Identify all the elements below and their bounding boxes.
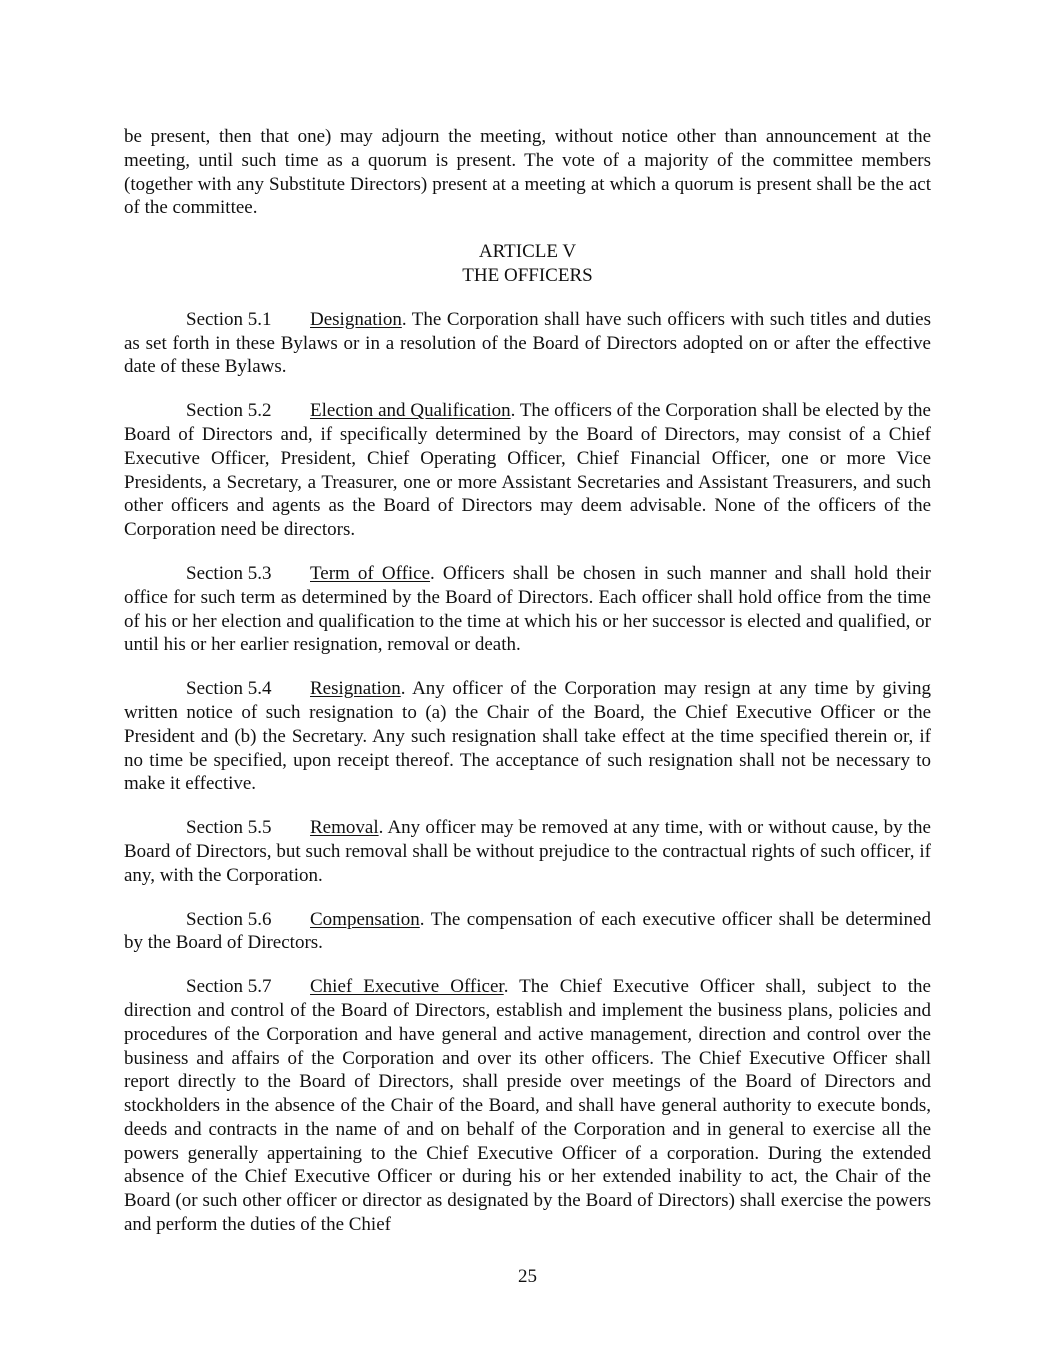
spacer xyxy=(124,657,931,677)
section-text: . The compensation of each executive officer shall be determined by the Board of Directors. xyxy=(124,908,931,954)
spacer xyxy=(124,220,931,240)
document-page xyxy=(124,125,931,1237)
section-text: . Officers shall be chosen in such manner and shall hold their office for such term as determined by the Board of Directors. Each officer shall hold office from the time of his or her election and qualification to the time at which his or her successor is elected and qualified, or until his or her earlier resignation, removal or death. xyxy=(124,562,931,656)
section-5-7 xyxy=(124,975,931,1237)
spacer xyxy=(124,955,931,975)
section-number: Section 5.1 xyxy=(186,308,272,330)
section-caption: Compensation xyxy=(310,908,420,930)
intro-paragraph: be present, then that one) may adjourn the meeting, without notice other than announcement at the meeting, until such time as a quorum is present. The vote of a majority of the committee members (together with any Substitute Directors) present at a meeting at which a quorum is present shall be the act of the committee. xyxy=(124,126,931,219)
section-text: . The Chief Executive Officer shall, subject to the direction and control of the Board of Directors, establish and implement the business plans, policies and procedures of the Corporation and have general and active management, direction and control over the business and affairs of the Corporation and over its other officers. The Chief Executive Officer shall report directly to the Board of Directors, shall preside over meetings of the Board of Directors and stockholders in the absence of the Chair of the Board, and shall have general authority to execute bonds, deeds and contracts in the name of and on behalf of the Corporation and in general to exercise all the powers generally appertaining to the Chief Executive Officer of a corporation. During the extended absence of the Chief Executive Officer or during his or her extended inability to act, the Chair of the Board (or such other officer or director as designated by the Board of Directors) shall exercise the powers and perform the duties of the Chief xyxy=(124,976,931,1236)
section-text: . Any officer of the Corporation may resign at any time by giving written notice of such resignation to (a) the Chair of the Board, the Chief Executive Officer or the President and (b) the Secretary. Any such resignation shall take effect at the time specified therein or, if no time be specified, upon receipt thereof. The acceptance of such resignation shall not be necessary to make it effective. xyxy=(124,678,931,795)
section-text: . The Corporation shall have such officers with such titles and duties as set forth in these Bylaws or in a resolution of the Board of Directors adopted on or after the effective date of these Bylaws. xyxy=(124,308,931,378)
section-caption: Removal xyxy=(310,817,379,839)
section-text: . Any officer may be removed at any time, with or without cause, by the Board of Directors, but such removal shall be without prejudice to the contractual rights of such officer, if any, with the Corporation. xyxy=(124,817,931,886)
page-number: 25 xyxy=(518,1266,537,1287)
section-5-2 xyxy=(124,399,931,542)
section-text: . The officers of the Corporation shall be elected by the Board of Directors and, if specifically determined by the Board of Directors, may consist of a Chief Executive Officer, President, Chief Operating Officer, Chief Financial Officer, one or more Vice Presidents, a Secretary, a Treasurer, one or more Assistant Secretaries and Assistant Treasurers, and such other officers and agents as the Board of Directors may deem advisable. None of the officers of the Corporation need be directors. xyxy=(124,400,931,541)
section-5-4 xyxy=(124,677,931,796)
section-caption: Designation xyxy=(310,308,402,330)
section-5-6 xyxy=(124,908,931,956)
spacer xyxy=(124,888,931,908)
spacer xyxy=(124,288,931,308)
section-caption: Resignation xyxy=(310,678,401,700)
spacer xyxy=(124,796,931,816)
section-5-3 xyxy=(124,562,931,657)
section-caption: Election and Qualification xyxy=(310,400,511,422)
article-number: ARTICLE V xyxy=(478,241,577,263)
section-number: Section 5.7 xyxy=(186,976,272,998)
section-number: Section 5.3 xyxy=(186,562,272,584)
section-number: Section 5.2 xyxy=(186,400,272,422)
article-title: THE OFFICERS xyxy=(462,264,593,286)
section-5-5 xyxy=(124,816,931,887)
section-caption: Chief Executive Officer xyxy=(310,976,504,998)
section-number: Section 5.4 xyxy=(186,678,272,700)
section-number: Section 5.5 xyxy=(186,817,272,839)
section-number: Section 5.6 xyxy=(186,908,272,930)
spacer xyxy=(124,379,931,399)
section-caption: Term of Office xyxy=(310,562,431,584)
spacer xyxy=(124,542,931,562)
section-5-1 xyxy=(124,308,931,379)
